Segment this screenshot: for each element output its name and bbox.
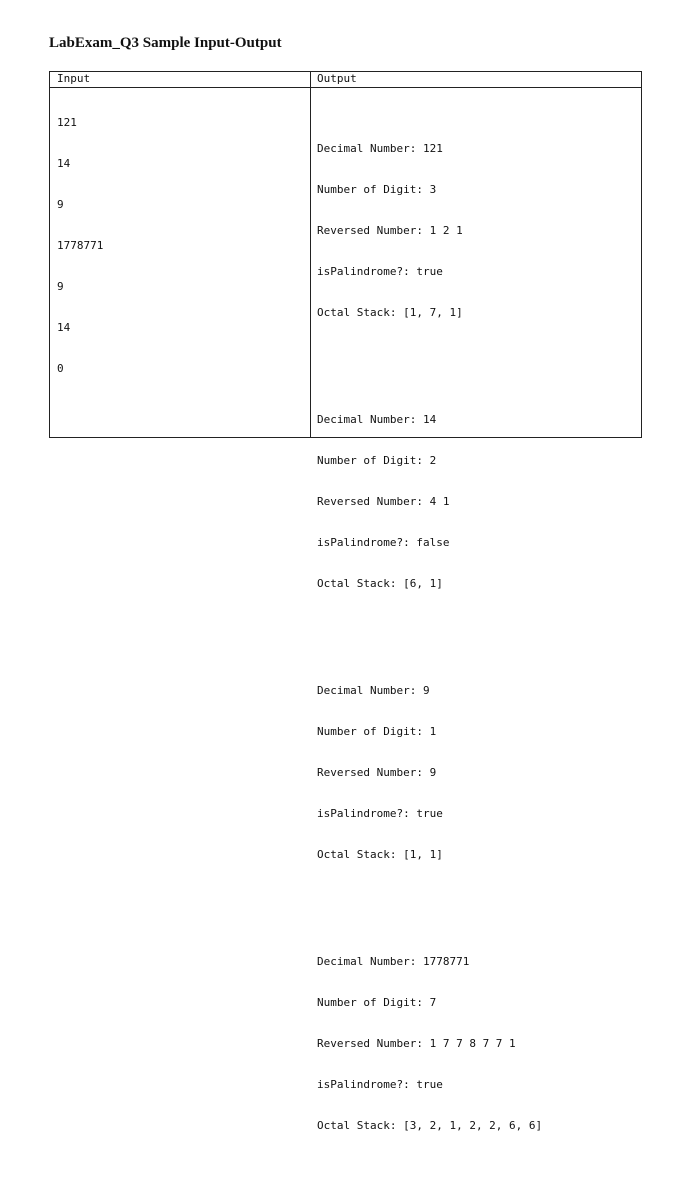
palindrome-line: isPalindrome?: false bbox=[317, 536, 450, 549]
palindrome-line: isPalindrome?: true bbox=[317, 1078, 443, 1091]
input-column-header: Input bbox=[57, 72, 91, 85]
output-block bbox=[317, 657, 542, 888]
reversed-number-line: Reversed Number: 9 bbox=[317, 766, 437, 779]
input-line: 14 bbox=[57, 321, 71, 334]
digit-count-line: Number of Digit: 1 bbox=[317, 725, 437, 738]
output-block bbox=[317, 928, 542, 1159]
reversed-number-line: Reversed Number: 1 2 1 bbox=[317, 224, 463, 237]
input-line: 0 bbox=[57, 362, 64, 375]
output-block bbox=[317, 386, 542, 617]
palindrome-line: isPalindrome?: true bbox=[317, 807, 443, 820]
digit-count-line: Number of Digit: 7 bbox=[317, 996, 437, 1009]
palindrome-line: isPalindrome?: true bbox=[317, 265, 443, 278]
io-table bbox=[49, 71, 642, 1132]
input-line: 121 bbox=[57, 116, 77, 129]
output-column-header: Output bbox=[317, 72, 357, 85]
digit-count-line: Number of Digit: 2 bbox=[317, 454, 437, 467]
input-line: 14 bbox=[57, 157, 71, 170]
octal-stack-line: Octal Stack: [6, 1] bbox=[317, 577, 443, 590]
column-divider bbox=[310, 72, 311, 437]
input-line: 9 bbox=[57, 280, 64, 293]
decimal-number-line: Decimal Number: 9 bbox=[317, 684, 430, 697]
input-line: 1778771 bbox=[57, 239, 104, 252]
decimal-number-line: Decimal Number: 1778771 bbox=[317, 955, 470, 968]
output-block bbox=[317, 115, 542, 346]
octal-stack-line: Octal Stack: [1, 7, 1] bbox=[317, 306, 463, 319]
digit-count-line: Number of Digit: 3 bbox=[317, 183, 437, 196]
decimal-number-line: Decimal Number: 14 bbox=[317, 413, 437, 426]
input-list bbox=[57, 89, 103, 402]
reversed-number-line: Reversed Number: 4 1 bbox=[317, 495, 450, 508]
table-header-row bbox=[50, 72, 641, 88]
decimal-number-line: Decimal Number: 121 bbox=[317, 142, 443, 155]
output-area bbox=[317, 89, 542, 1199]
octal-stack-line: Octal Stack: [3, 2, 1, 2, 2, 6, 6] bbox=[317, 1119, 543, 1132]
octal-stack-line: Octal Stack: [1, 1] bbox=[317, 848, 443, 861]
page-title: LabExam_Q3 Sample Input-Output bbox=[49, 35, 282, 51]
reversed-number-line: Reversed Number: 1 7 7 8 7 7 1 bbox=[317, 1037, 516, 1050]
input-line: 9 bbox=[57, 198, 64, 211]
